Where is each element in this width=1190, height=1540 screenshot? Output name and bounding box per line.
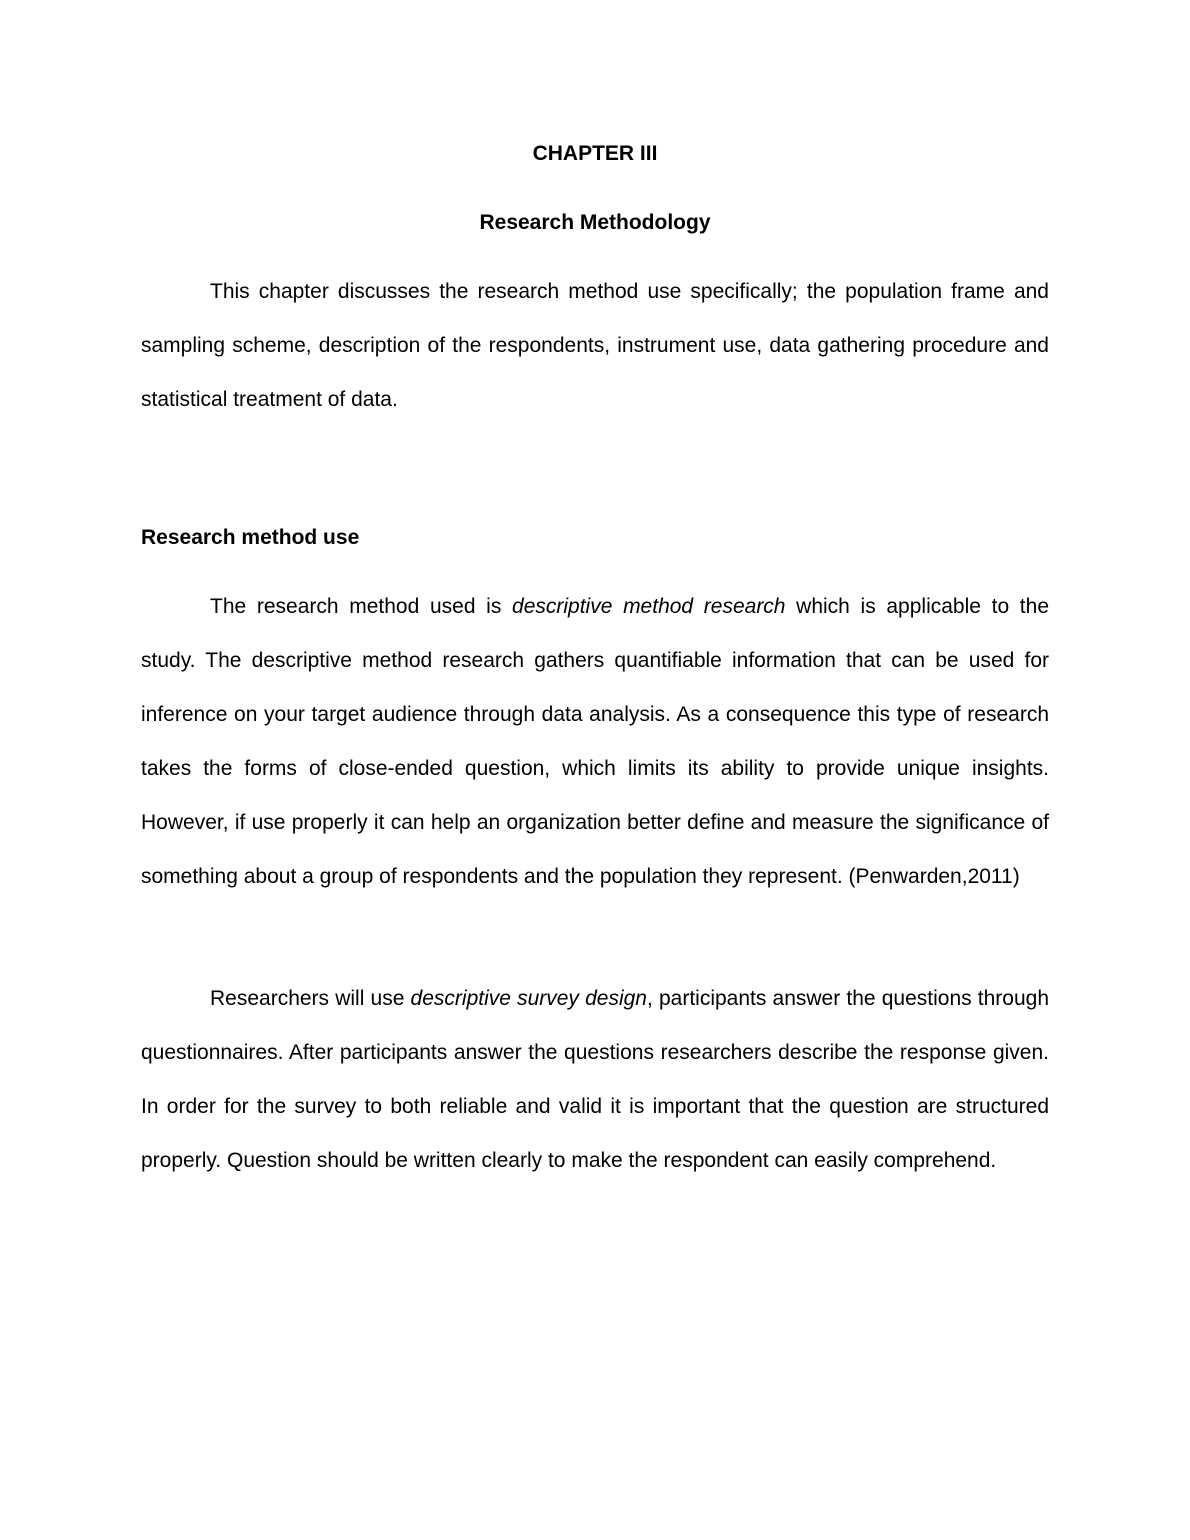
method-paragraph-italic-term: descriptive method research: [512, 595, 786, 618]
survey-paragraph-italic-term: descriptive survey design: [410, 987, 647, 1010]
survey-paragraph-text-start: Researchers will use: [210, 987, 411, 1010]
method-paragraph-text-start: The research method used is: [210, 595, 513, 618]
survey-paragraph-text-end: , participants answer the questions through questionnaires. After participants answer the questions researchers describe the response given. In order for the survey to both reliable and valid it is important that the question are structured properly. Question should be written clearly to make the respondent can easily comprehend.: [141, 987, 1050, 1172]
chapter-label: CHAPTER III: [532, 142, 658, 165]
method-paragraph: [141, 580, 1049, 904]
survey-design-paragraph: [141, 972, 1049, 1188]
intro-paragraph: This chapter discusses the research method use specifically; the population frame and sampling scheme, description of the respondents, instrument use, data gathering procedure and statistical treatment of data.: [141, 280, 1049, 411]
chapter-title: Research Methodology: [479, 211, 711, 234]
method-paragraph-text-end: which is applicable to the study. The descriptive method research gathers quantifiable information that can be used for inference on your target audience through data analysis. As a consequence this type of research takes the forms of close-ended question, which limits its ability to provide unique insights. However, if use properly it can help an organization better define and measure the significance of something about a group of respondents and the population they represent. (Penwarden,2011): [141, 595, 1050, 888]
section-heading: Research method use: [141, 526, 360, 549]
